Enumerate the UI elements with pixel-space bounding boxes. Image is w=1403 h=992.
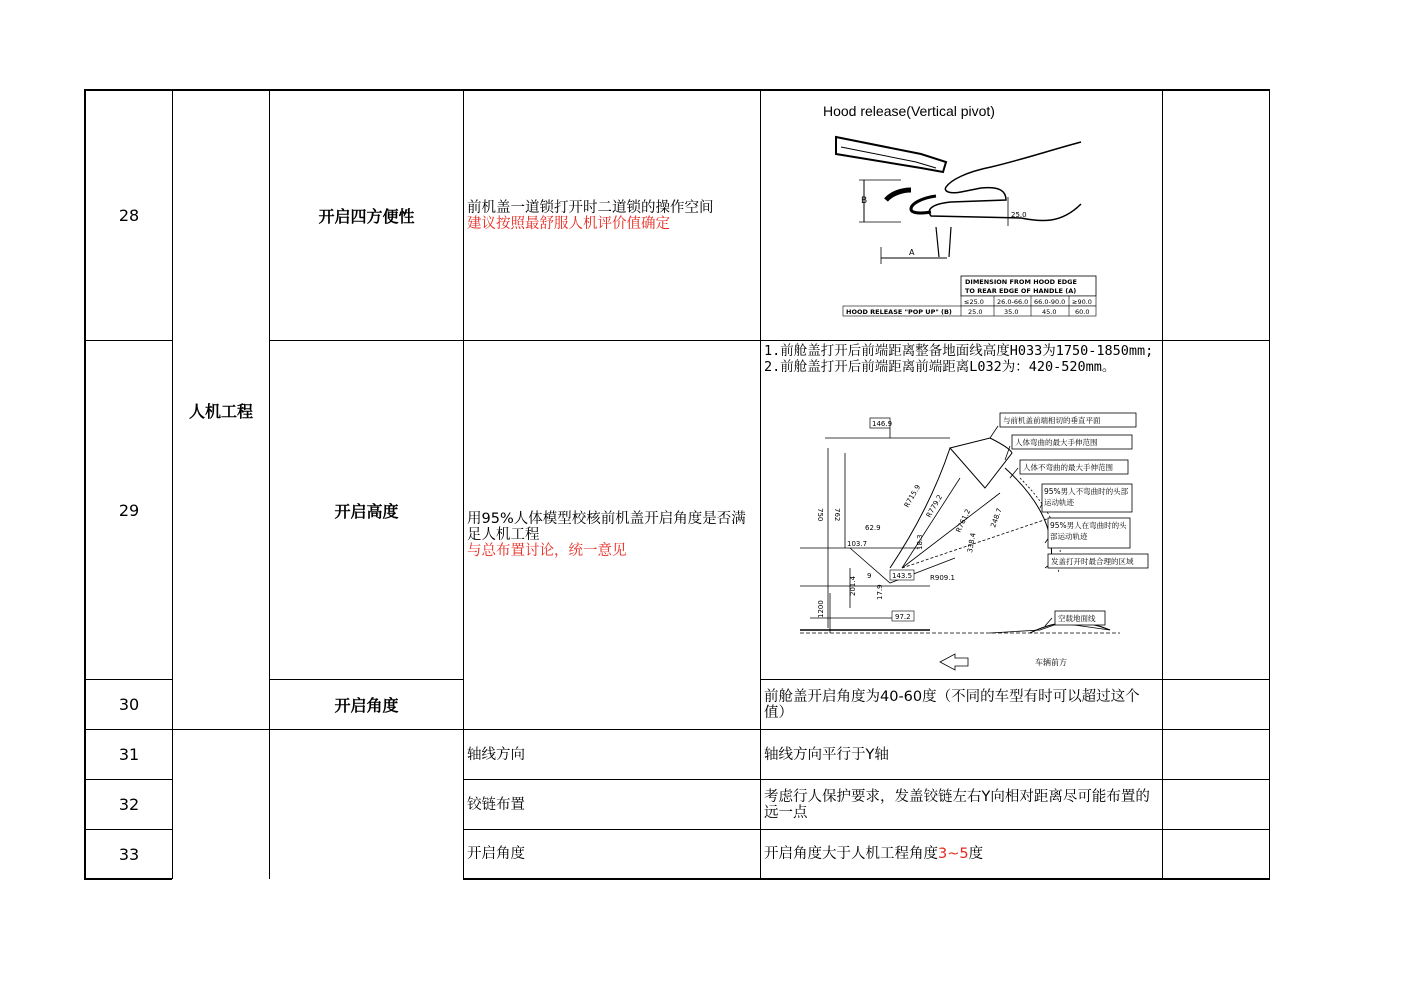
- val-2: 35.0: [1004, 308, 1019, 316]
- description-text: 用95%人体模型校核前机盖开启角度是否满足人机工程: [467, 511, 746, 543]
- dim-25: 25.0: [1011, 211, 1027, 219]
- col-3: 66.0-90.0: [1034, 298, 1066, 306]
- row-number: 28: [118, 206, 140, 225]
- dim-17-9: 17.9: [876, 584, 884, 600]
- annotation-4: 95%男人不弯曲时的头部运动轨迹: [1044, 487, 1129, 507]
- vline-5: [1162, 89, 1163, 879]
- requirement-text: [764, 846, 1158, 862]
- requirement-cell: [761, 341, 1161, 411]
- dim-1200: 1200: [817, 600, 825, 618]
- description-note: 建议按照最舒服人机评价值确定: [467, 215, 670, 232]
- dim-143-5: 143.5: [892, 572, 913, 580]
- category-name: 人机工程: [188, 401, 253, 421]
- radius-715-9: R715.9: [902, 483, 923, 509]
- hline-bottom: [84, 878, 172, 880]
- dim-97-2: 97.2: [895, 613, 911, 621]
- row-number: 33: [118, 844, 140, 864]
- description-cell: [464, 91, 760, 340]
- row-number: 31: [118, 745, 140, 764]
- dim-201-4: 201.4: [849, 575, 857, 596]
- dimension-table: [843, 276, 1096, 316]
- item-name: 开启角度: [334, 696, 399, 715]
- item-name: 开启四方便性: [318, 207, 415, 226]
- radius-909-1: R909.1: [930, 574, 955, 582]
- requirement-text: 前舱盖开启角度为40-60度（不同的车型有时可以超过这个值）: [764, 688, 1140, 721]
- description-text: 轴线方向: [467, 746, 525, 763]
- description-note: 与总布置讨论，统一意见: [467, 543, 627, 559]
- row-number: 29: [118, 500, 140, 520]
- dim-9: 9: [867, 572, 872, 580]
- annotation-6: 发盖打开时最合理的区域: [1051, 557, 1134, 566]
- requirement-part-a: 开启角度大于人机工程角度: [764, 846, 938, 862]
- row-number: 32: [118, 795, 140, 814]
- figure-title: Hood release(Vertical pivot): [823, 103, 995, 119]
- description-text: 开启角度: [467, 846, 525, 862]
- dim-338-4: 338.4: [966, 532, 978, 554]
- table-header-2: TO REAR EDGE OF HANDLE (A): [965, 287, 1077, 295]
- requirement-cell: [761, 830, 1161, 878]
- row-label: HOOD RELEASE "POP UP" (B): [846, 308, 952, 316]
- requirement-part-b: 度: [968, 846, 984, 862]
- dim-750: 750: [816, 508, 824, 522]
- dim-label-a: A: [909, 248, 915, 257]
- radius-779-2: R779.2: [924, 493, 945, 519]
- annotation-7: 空载地面线: [1058, 614, 1096, 623]
- annotation-8: 车辆前方: [1035, 658, 1067, 667]
- hood-release-figure: [761, 92, 1161, 338]
- requirement-line-2: 2.前舱盖打开后前端距离前端距离L032为：420-520mm。: [764, 359, 1116, 375]
- val-4: 60.0: [1075, 308, 1090, 316]
- requirement-line-1: 1.前舱盖打开后前端距离整备地面线高度H033为1750-1850mm;: [764, 343, 1154, 359]
- val-1: 25.0: [968, 308, 983, 316]
- annotation-1: 与前机盖前端相切的垂直平面: [1003, 416, 1101, 425]
- description-cell: [464, 341, 760, 729]
- dim-248-7: 248.7: [989, 507, 1004, 529]
- dim-762: 762: [833, 508, 841, 522]
- requirement-range: 3~5: [938, 846, 969, 862]
- description-text: 铰链布置: [467, 796, 525, 813]
- val-3: 45.0: [1042, 308, 1057, 316]
- item-name: 开启高度: [334, 501, 399, 521]
- col-2: 26.0-66.0: [997, 298, 1029, 306]
- requirement-text: 轴线方向平行于Y轴: [764, 746, 889, 763]
- col-1: ≤25.0: [964, 298, 984, 306]
- dim-62-9: 62.9: [865, 524, 881, 532]
- description-text: 前机盖一道锁打开时二道锁的操作空间: [467, 199, 714, 216]
- annotation-2: 人体弯曲的最大手伸范围: [1015, 438, 1098, 447]
- dim-103-7: 103.7: [847, 540, 868, 548]
- table-header-1: DIMENSION FROM HOOD EDGE: [965, 278, 1077, 286]
- dim-label-b: B: [861, 196, 868, 206]
- col-4: ≥90.0: [1072, 298, 1092, 306]
- row-number: 30: [118, 695, 140, 714]
- annotation-3: 人体不弯曲的最大手伸范围: [1023, 463, 1113, 472]
- dim-18-3: 18.3: [916, 534, 924, 550]
- border-right: [1269, 89, 1270, 879]
- requirement-text: 考虑行人保护要求，发盖铰链左右Y向相对距离尽可能布置的远一点: [764, 788, 1150, 821]
- dim-146-9: 146.9: [872, 420, 893, 428]
- radius-761-2: R761.2: [954, 507, 973, 534]
- annotation-5: 95%男人在弯曲时的头部运动轨迹: [1050, 521, 1127, 541]
- hline-bottom-b: [463, 878, 1270, 880]
- hood-opening-ergonomics-figure: [790, 408, 1160, 674]
